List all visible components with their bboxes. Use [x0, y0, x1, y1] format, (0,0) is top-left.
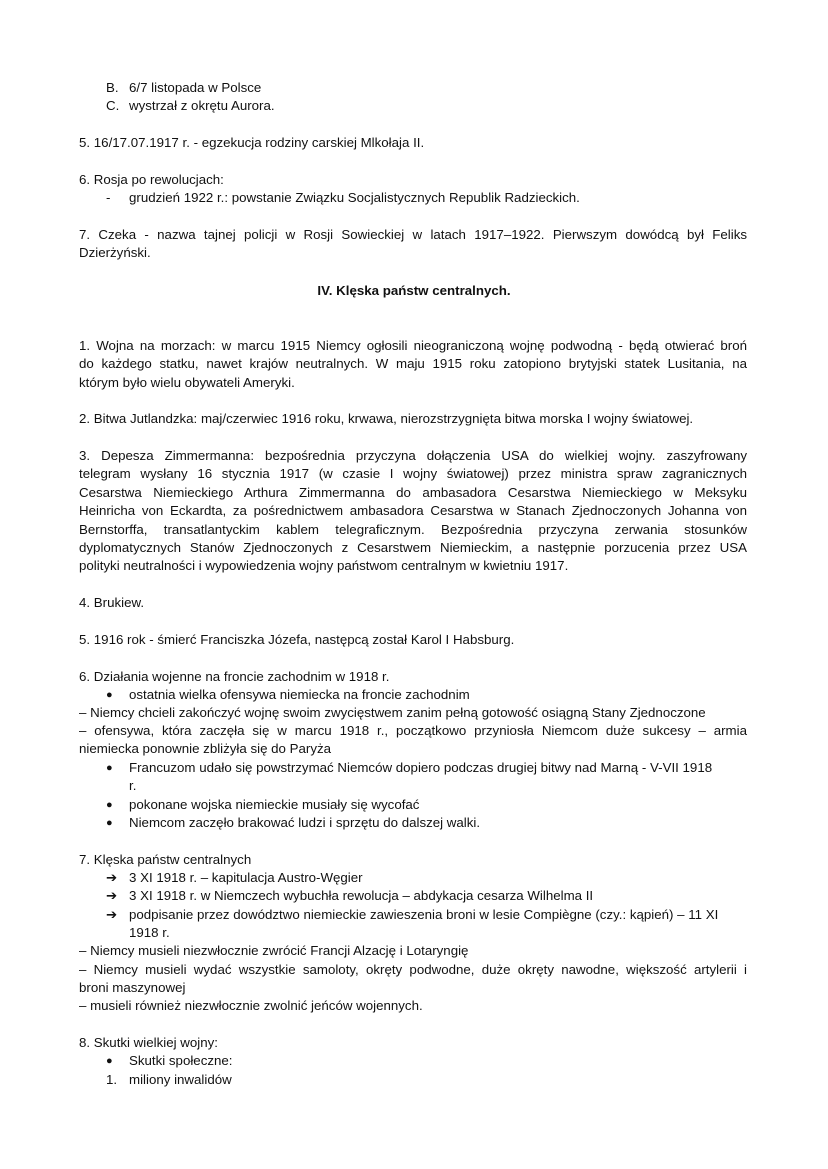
section-item-6-heading: 6. Działania wojenne na froncie zachodnim w 1918 r. — [79, 669, 390, 684]
section-item-7-arrow: 3 XI 1918 r. – kapitulacja Austro-Węgier — [129, 870, 363, 885]
section-item-7-arrow: 3 XI 1918 r. w Niemczech wybuchła rewolucja – abdykacja cesarza Wilhelma II — [129, 888, 594, 903]
paragraph-7 — [79, 226, 747, 263]
section-item-6-dash-line: niemiecka ponownie zbliżyła się do Paryża — [79, 741, 332, 757]
section-item-7-heading: 7. Klęska państw centralnych — [79, 852, 252, 867]
section-item-7-dash: – Niemcy musieli niezwłocznie zwrócić Francji Alzację i Lotaryngię — [79, 943, 469, 958]
bullet-marker: ● — [106, 762, 113, 774]
section-item-2: 2. Bitwa Jutlandzka: maj/czerwiec 1916 roku, krwawa, nierozstrzygnięta bitwa morska I wojny światowej. — [79, 411, 694, 426]
section-item-6-bullet-cont: r. — [129, 778, 137, 793]
section-item-1-line: którym było wielu obywateli Ameryki. — [79, 374, 295, 390]
section-item-1-line: do każdego statku, nawet krajów neutralnych. W maju 1915 roku zatopiono brytyjski statek Lusitania, na — [79, 356, 747, 372]
section-item-6-bullet: ostatnia wielka ofensywa niemiecka na froncie zachodnim — [129, 687, 470, 702]
paragraph-6-heading: 6. Rosja po rewolucjach: — [79, 172, 224, 187]
bullet-marker: ● — [106, 1055, 113, 1067]
section-item-7-dash: – musieli również niezwłocznie zwolnić jeńców wojennych. — [79, 998, 423, 1013]
section-item-7-dash-line: – Niemcy musieli wydać wszystkie samoloty, okręty podwodne, duże okręty nawodne, większość artylerii i — [79, 962, 747, 977]
section-item-5: 5. 1916 rok - śmierć Franciszka Józefa, następcą został Karol I Habsburg. — [79, 632, 515, 647]
dash-marker: - — [106, 190, 111, 205]
section-item-7-arrow-cont: 1918 r. — [129, 925, 170, 940]
section-item-1-line: 1. Wojna na morzach: w marcu 1915 Niemcy ogłosili nieograniczoną wojnę podwodną - będą otwierać broń — [79, 338, 747, 353]
list-item-c: wystrzał z okrętu Aurora. — [129, 98, 275, 113]
section-item-3-line: dyplomatycznych Stanów Zjednoczonych z Cesarstwem Niemieckim, a następnie porzucenia przez USA — [79, 540, 747, 556]
list-marker-c: C. — [106, 98, 120, 113]
section-item-7-dash-line: broni maszynowej — [79, 980, 186, 996]
section-item-7-dash-block — [79, 961, 747, 998]
arrow-marker: ➔ — [106, 907, 118, 922]
list-item-b: 6/7 listopada w Polsce — [129, 80, 262, 95]
section-item-1 — [79, 337, 747, 392]
section-item-6-dash-block — [79, 722, 747, 759]
paragraph-7-line: Dzierżyński. — [79, 245, 151, 261]
section-item-3 — [79, 447, 747, 576]
bullet-marker: ● — [106, 689, 113, 701]
section-item-6-bullet: Niemcom zaczęło brakować ludzi i sprzętu do dalszej walki. — [129, 815, 481, 830]
arrow-marker: ➔ — [106, 870, 118, 885]
section-item-7-arrow: podpisanie przez dowództwo niemieckie zawieszenia broni w lesie Compiègne (czy.: kąpień) – 11 XI — [129, 907, 719, 922]
bullet-marker: ● — [106, 817, 113, 829]
section-item-3-line: 3. Depesza Zimmermanna: bezpośrednia przyczyna dołączenia USA do wielkiej wojny. zaszyfrowany — [79, 448, 747, 463]
section-item-8-numbered: miliony inwalidów — [129, 1072, 232, 1087]
bullet-marker: ● — [106, 799, 113, 811]
section-item-3-line: Bernstorffa, transatlantyckim kablem telegraficznym. Bezpośrednia przyczyna zerwania stosunków — [79, 521, 747, 537]
section-item-3-line: polityki neutralności i wypowiedzenia wojny państwom centralnym w kwietniu 1917. — [79, 558, 569, 574]
section-item-6-bullet: pokonane wojska niemieckie musiały się wycofać — [129, 797, 420, 812]
paragraph-6-item: grudzień 1922 r.: powstanie Związku Socjalistycznych Republik Radzieckich. — [129, 190, 580, 205]
section-item-6-bullet: Francuzom udało się powstrzymać Niemców dopiero podczas drugiej bitwy nad Marną - V-VII 1918 — [129, 760, 713, 775]
section-item-3-line: telegram wysłany 16 stycznia 1917 (w czasie I wojny światowej) przez ministra spraw zagranicznych — [79, 466, 747, 482]
list-marker-b: B. — [106, 80, 119, 95]
section-item-6-dash: – Niemcy chcieli zakończyć wojnę swoim zwycięstwem zanim pełną gotowość osiągną Stany Zjednoczone — [79, 705, 706, 720]
section-item-6-dash-line: – ofensywa, która zaczęła się w marcu 1918 r., początkowo przyniosła Niemcom duże sukcesy – armia — [79, 723, 747, 738]
section-item-3-line: Heinricha von Eckardta, za pośrednictwem ambasadora Cesarstwa w Stanach Zjednoczonych Johanna von — [79, 503, 747, 519]
number-marker: 1. — [106, 1072, 118, 1087]
section-title: IV. Klęska państw centralnych. — [317, 283, 511, 298]
section-item-4: 4. Brukiew. — [79, 595, 145, 610]
section-item-8-heading: 8. Skutki wielkiej wojny: — [79, 1035, 218, 1050]
arrow-marker: ➔ — [106, 888, 118, 903]
section-item-3-line: Cesarstwa Niemieckiego Arthura Zimmermanna do ambasadora Cesarstwa Niemieckiego w Meksyku — [79, 484, 747, 500]
paragraph-5: 5. 16/17.07.1917 r. - egzekucja rodziny carskiej Mlkołaja II. — [79, 135, 425, 150]
section-item-8-bullet: Skutki społeczne: — [129, 1053, 233, 1068]
paragraph-7-line: 7. Czeka - nazwa tajnej policji w Rosji Sowieckiej w latach 1917–1922. Pierwszym dowódcą był Feliks — [79, 227, 747, 242]
